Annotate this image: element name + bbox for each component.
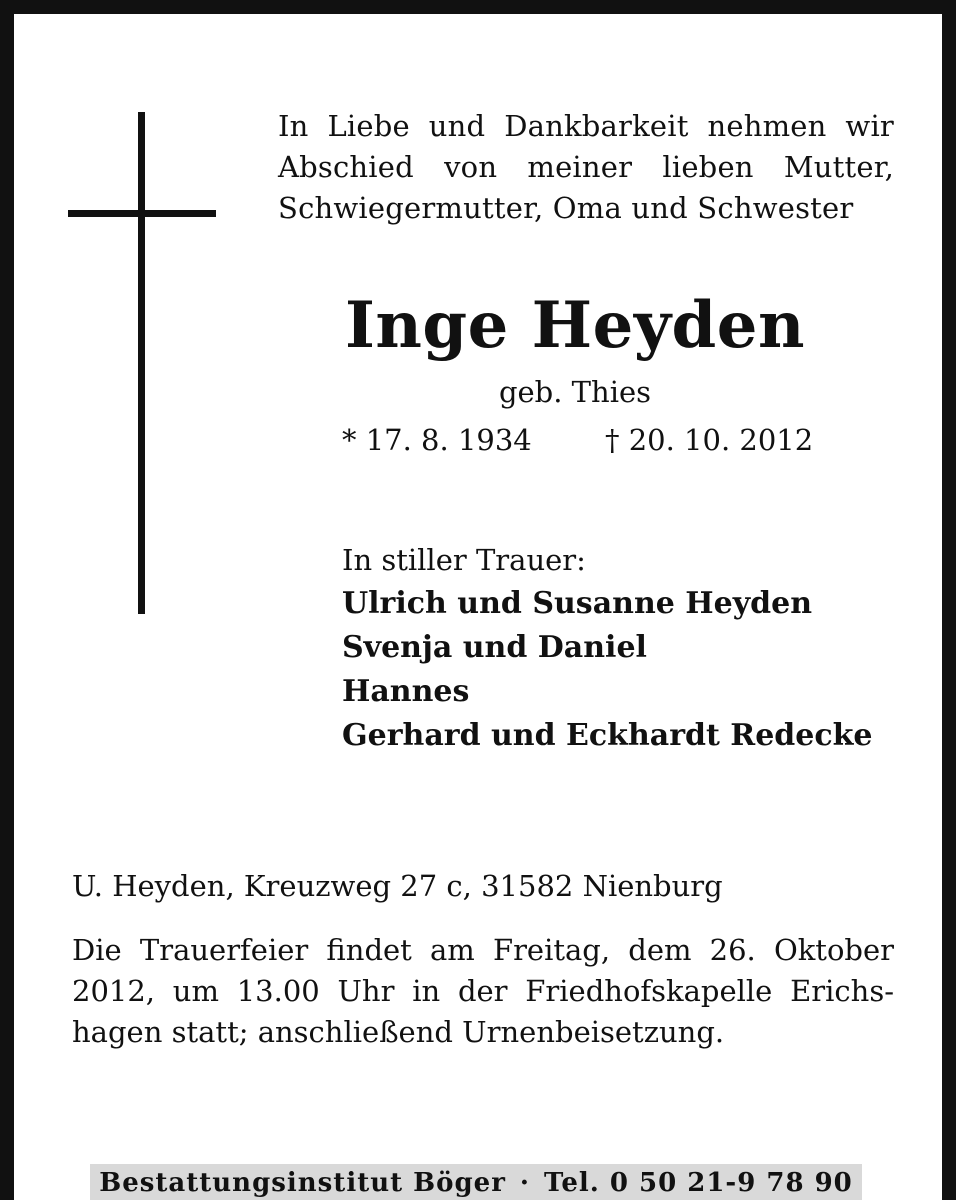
footer-separator: · [519, 1168, 530, 1198]
cross-icon [138, 112, 145, 614]
funeral-home-phone: Tel. 0 50 21-9 78 90 [543, 1168, 853, 1198]
mourner-name: Hannes [342, 674, 470, 709]
deceased-name: Inge Heyden [344, 288, 806, 363]
funeral-home-footer [90, 1164, 862, 1200]
mourners-list [342, 582, 922, 758]
intro-line: Abschied von meiner lieben Mutter, [278, 150, 894, 184]
intro-text [278, 106, 894, 229]
intro-line: In Liebe und Dankbarkeit nehmen wir [278, 109, 894, 143]
mourner-name: Ulrich und Susanne Heyden [342, 586, 813, 621]
mourner-name: Svenja und Daniel [342, 630, 647, 665]
service-line: 2012, um 13.00 Uhr in der Friedhofskapelle Erichs- [72, 974, 894, 1008]
intro-line: Schwiegermutter, Oma und Schwester [278, 191, 854, 225]
service-line: hagen statt; anschließend Urnenbeisetzung. [72, 1015, 725, 1049]
contact-address: U. Heyden, Kreuzweg 27 c, 31582 Nienburg [72, 869, 723, 903]
birth-date: * 17. 8. 1934 [342, 423, 532, 457]
service-line: Die Trauerfeier findet am Freitag, dem 26. Oktober [72, 933, 894, 967]
maiden-name: geb. Thies [498, 375, 652, 409]
service-info [72, 930, 894, 1053]
mourner-name: Gerhard und Eckhardt Redecke [342, 718, 873, 753]
mourners-label: In stiller Trauer: [342, 543, 586, 577]
funeral-home-name: Bestattungsinstitut Böger [99, 1168, 506, 1198]
cross-icon-bar [68, 210, 216, 217]
death-date: † 20. 10. 2012 [605, 423, 814, 457]
